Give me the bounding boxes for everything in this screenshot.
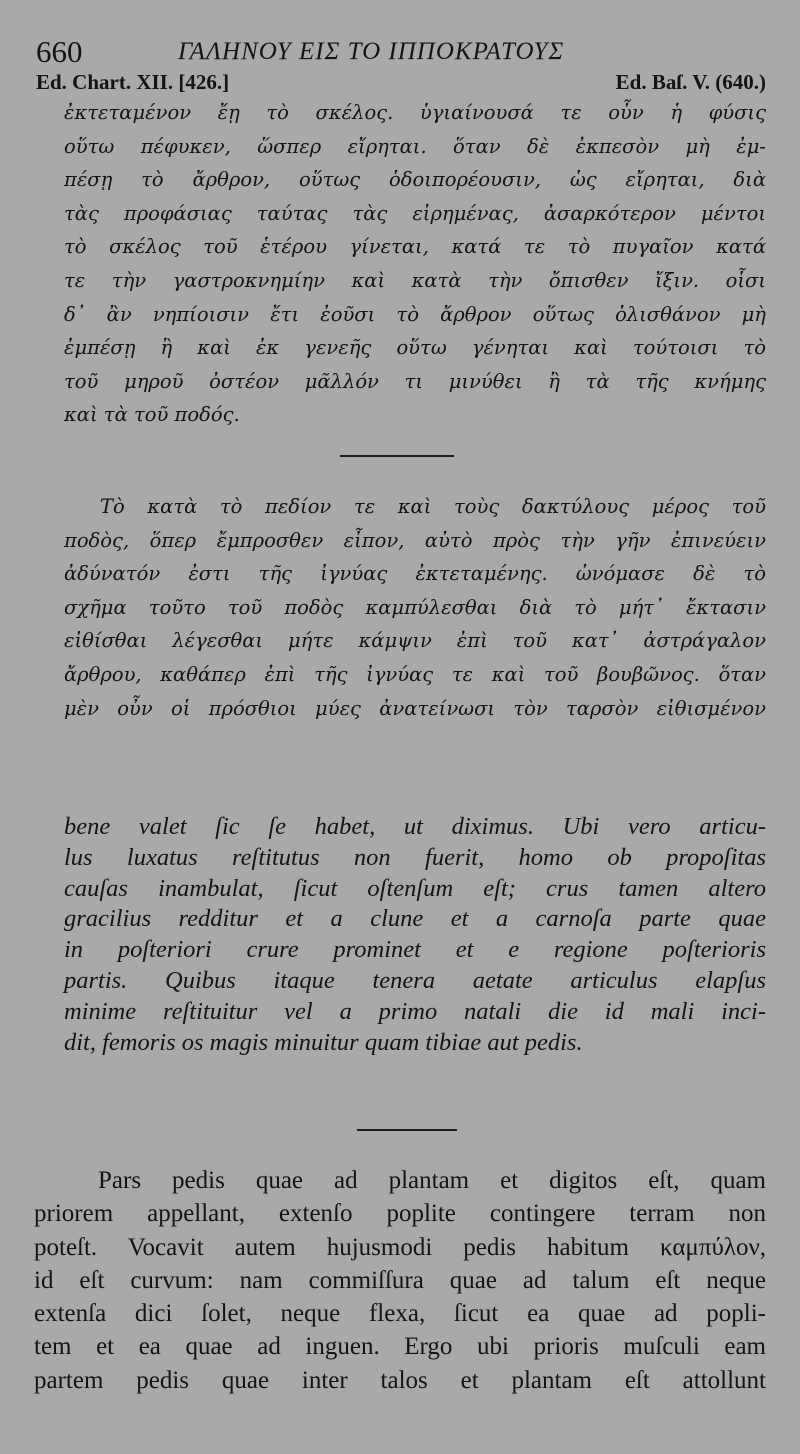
text-line: cauſas inambulat, ſicut oſtenſum eſt; crus tamen altero	[64, 874, 766, 902]
text-line: tem et ea quae ad inguen. Ergo ubi prioris muſculi eam	[34, 1333, 766, 1361]
edition-chartier: Ed. Chart. XII. [426.]	[36, 70, 230, 94]
text-line: Τὸ κατὰ τὸ πεδίον τε καὶ τοὺς δακτύλους μέρος τοῦ	[100, 495, 766, 518]
page-number: 660	[36, 34, 83, 69]
text-line: id eſt curvum: nam commiſſura quae ad talum eſt neque	[34, 1266, 766, 1294]
text-line: τὸ σκέλος τοῦ ἑτέρου γίνεται, κατά τε τὸ πυγαῖον κατά	[64, 235, 766, 259]
latin-commentary-paragraph	[34, 1164, 766, 1397]
text-line: ποδὸς, ὅπερ ἔμπροσθεν εἶπον, αὐτὸ πρὸς τὴν γῆν ἐπινεύειν	[64, 528, 766, 552]
running-title: ΓΑΛΗΝΟΥ ΕΙΣ ΤΟ ΙΠΠΟΚΡΑΤΟΥΣ	[178, 38, 565, 65]
text-line: σχῆμα τοῦτο τοῦ ποδὸς καμπύλεσθαι διὰ τὸ μήτ᾽ ἔκτασιν	[64, 595, 766, 619]
text-line: poteſt. Vocavit autem hujusmodi pedis habitum καμπύλον,	[34, 1233, 766, 1261]
text-line: bene valet ſic ſe habet, ut diximus. Ubi vero articu-	[64, 813, 766, 840]
text-line: ἄρθρου, καθάπερ ἐπὶ τῆς ἰγνύας τε καὶ τοῦ βουβῶνος. ὅταν	[64, 662, 766, 686]
text-line: ἐκτεταμένον ἔῃ τὸ σκέλος. ὑγιαίνουσά τε οὖν ἡ φύσις	[64, 101, 766, 124]
text-line: dit, femoris os magis minuitur quam tibiae aut pedis.	[64, 1028, 583, 1056]
text-line: Pars pedis quae ad plantam et digitos eſt, quam	[98, 1167, 766, 1194]
text-line: in poſteriori crure prominet et e regione poſterioris	[64, 936, 766, 964]
text-line: πέσῃ τὸ ἄρθρον, οὕτως ὁδοιπορέουσιν, ὡς εἴρηται, διὰ	[64, 168, 766, 192]
section-divider	[340, 455, 454, 457]
latin-translation-paragraph	[64, 812, 766, 1058]
greek-paragraph-1	[64, 96, 766, 432]
page-header	[36, 30, 776, 70]
text-line: lus luxatus reſtitutus non fuerit, homo ob propoſitas	[64, 843, 766, 871]
text-line: τοῦ μηροῦ ὀστέον μᾶλλόν τι μινύθει ἢ τὰ τῆς κνήμης	[64, 369, 766, 393]
text-line: εἰθίσθαι λέγεσθαι μήτε κάμψιν ἐπὶ τοῦ κατ᾽ ἀστράγαλον	[64, 629, 766, 653]
text-line: minime reſtituitur vel a primo natali die id mali inci-	[64, 997, 766, 1025]
section-divider	[357, 1129, 457, 1131]
text-line: ἀδύνατόν ἐστι τῆς ἰγνύας ἐκτεταμένης. ὠνόμασε δὲ τὸ	[64, 562, 766, 586]
edition-basel: Ed. Baſ. V. (640.)	[615, 70, 766, 94]
text-line: partem pedis quae inter talos et plantam eſt attollunt	[34, 1366, 766, 1394]
text-line: δ᾽ ἂν νηπίοισιν ἔτι ἐοῦσι τὸ ἄρθρον οὕτως ὀλισθάνον μὴ	[64, 302, 766, 326]
text-line: extenſa dici ſolet, neque flexa, ſicut ea quae ad popli-	[34, 1300, 766, 1328]
text-line: τε τὴν γαστροκνημίην καὶ κατὰ τὴν ὄπισθεν ἴξιν. οἷσι	[64, 268, 766, 292]
text-line: gracilius redditur et a clune et a carnoſa parte quae	[64, 905, 766, 933]
text-line: partis. Quibus itaque tenera aetate articulus elapſus	[64, 966, 766, 994]
text-line: καὶ τὰ τοῦ ποδός.	[64, 403, 240, 427]
text-line: τὰς προφάσιας ταύτας τὰς εἰρημένας, ἀσαρκότερον μέντοι	[64, 201, 766, 225]
text-line: priorem appellant, extenſo poplite contingere terram non	[34, 1200, 766, 1228]
text-line: μὲν οὖν οἱ πρόσθιοι μύες ἀνατείνωσι τὸν ταρσὸν εἰθισμένον	[64, 696, 766, 720]
text-line: ἐμπέσῃ ἢ καὶ ἐκ γενεῆς οὕτω γένηται καὶ τούτοισι τὸ	[64, 336, 766, 360]
edition-references	[36, 70, 766, 98]
greek-paragraph-2	[64, 490, 766, 725]
text-line: οὕτω πέφυκεν, ὥσπερ εἴρηται. ὅταν δὲ ἐκπεσὸν μὴ ἐμ-	[64, 134, 766, 158]
